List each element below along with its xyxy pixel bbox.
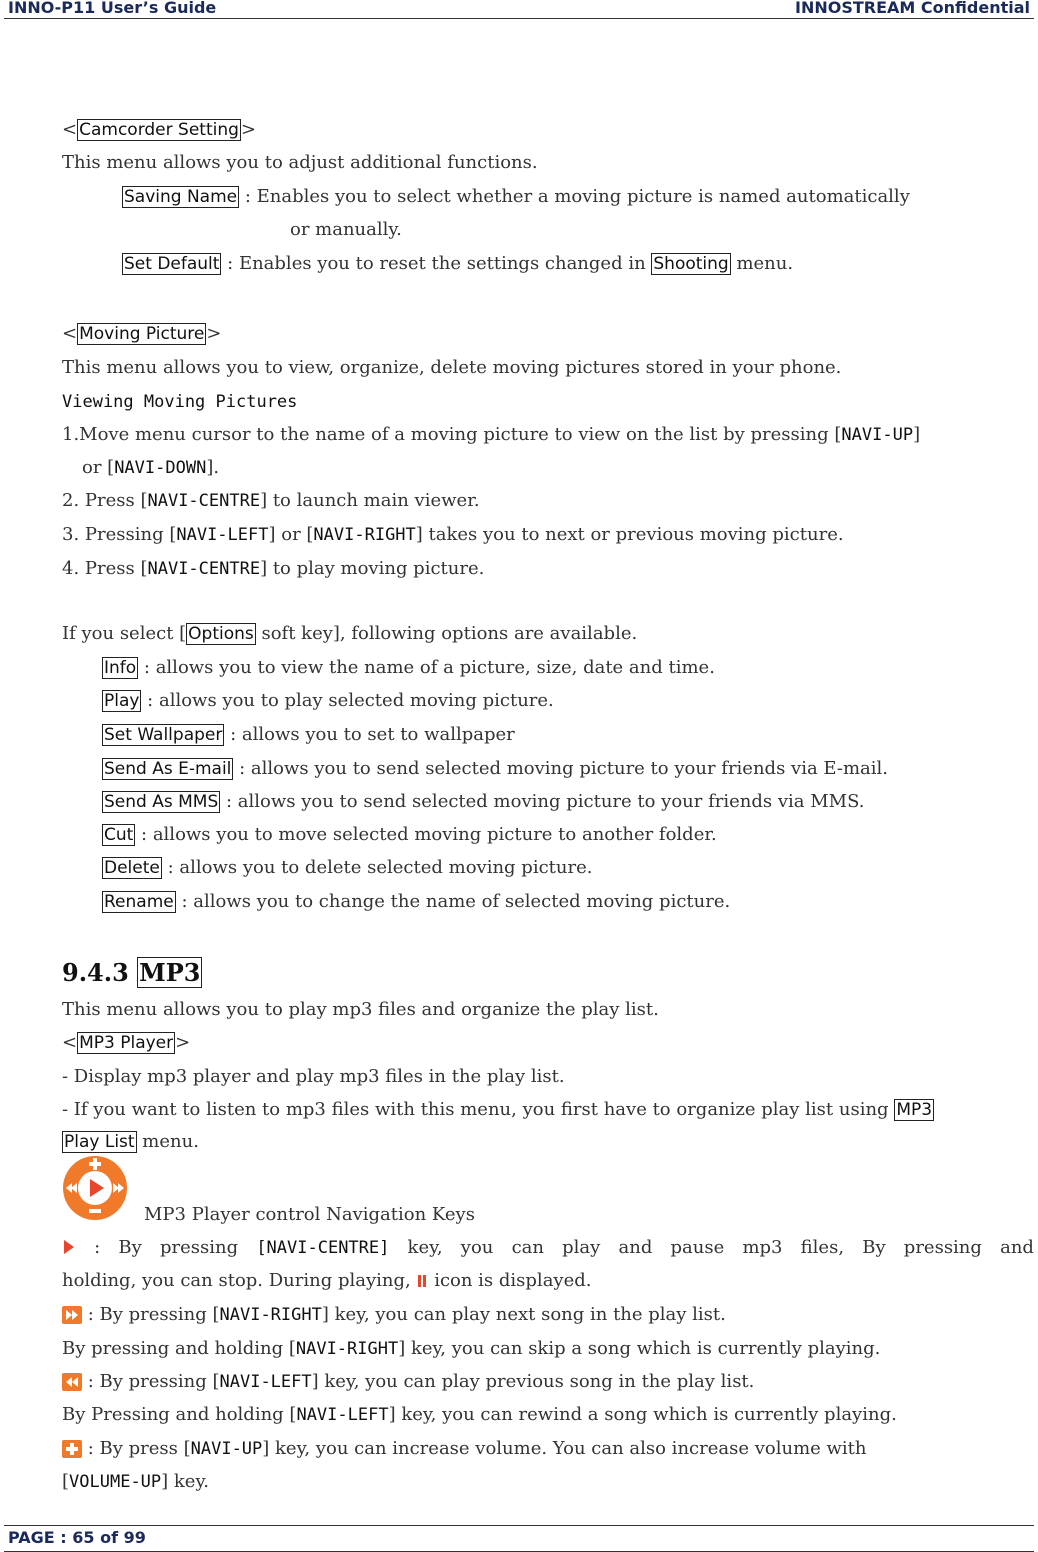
step-2: 2. Press [NAVI-CENTRE] to launch main viewer.: [62, 490, 480, 511]
navigation-keys-icon: [62, 1155, 128, 1221]
option-send-mms: Send As MMS : allows you to send selected moving picture to your friends via MMS.: [104, 791, 865, 812]
mp3-desc-2-cont: Play List menu.: [64, 1131, 199, 1152]
play-icon: [62, 1237, 76, 1257]
step-3: 3. Pressing [NAVI-LEFT] or [NAVI-RIGHT] takes you to next or previous moving picture.: [62, 524, 844, 545]
key-right-line: : By pressing [NAVI-RIGHT] key, you can play next song in the play list.: [62, 1304, 726, 1326]
volume-up-icon: [62, 1440, 82, 1458]
camcorder-heading: < Camcorder Setting >: [62, 119, 256, 140]
page-footer: [4, 1525, 1034, 1552]
mp3-player-heading: < MP3 Player >: [62, 1032, 191, 1053]
mp3-intro: This menu allows you to play mp3 files and organize the play list.: [62, 999, 659, 1020]
key-left-hold-line: By Pressing and holding [NAVI-LEFT] key, you can rewind a song which is currently playing.: [62, 1404, 897, 1425]
mp3-desc-2: - If you want to listen to mp3 files with this menu, you first have to organize play list using MP3: [62, 1099, 933, 1120]
saving-name-term: Saving Name: [124, 187, 238, 207]
step-1-cont: or [NAVI-DOWN].: [82, 457, 220, 478]
saving-name-line: Saving Name : Enables you to select whether a moving picture is named automatically: [124, 186, 910, 207]
set-default-term: Set Default: [124, 254, 220, 274]
pause-icon: [416, 1272, 428, 1290]
header-doc-title: INNO-P11 User’s Guide: [8, 0, 217, 17]
key-right-hold-line: By pressing and holding [NAVI-RIGHT] key, you can skip a song which is currently playing.: [62, 1338, 881, 1359]
saving-name-line-2: or manually.: [290, 219, 402, 240]
key-up-line: : By press [NAVI-UP] key, you can increase volume. You can also increase volume with: [62, 1438, 867, 1460]
key-centre-line-2: holding, you can stop. During playing, icon is displayed.: [62, 1270, 592, 1291]
section-heading-mp3: 9.4.3 MP3: [62, 958, 201, 987]
rewind-icon: [62, 1373, 82, 1391]
camcorder-intro: This menu allows you to adjust additional functions.: [62, 152, 538, 173]
key-centre-line: : By pressing [NAVI-CENTRE] key, you can play and pause mp3 files, By pressing and: [62, 1237, 1034, 1259]
option-cut: Cut : allows you to move selected moving picture to another folder.: [104, 824, 717, 845]
key-left-line: : By pressing [NAVI-LEFT] key, you can play previous song in the play list.: [62, 1371, 754, 1393]
page-header: [4, 0, 1034, 19]
option-delete: Delete : allows you to delete selected moving picture.: [104, 857, 593, 878]
option-info: Info : allows you to view the name of a picture, size, date and time.: [104, 657, 715, 678]
option-set-wallpaper: Set Wallpaper : allows you to set to wallpaper: [104, 724, 515, 745]
mp3-desc-1: - Display mp3 player and play mp3 files in the play list.: [62, 1066, 565, 1087]
nav-keys-caption: MP3 Player control Navigation Keys: [144, 1204, 475, 1225]
page-number: PAGE : 65 of 99: [8, 1528, 146, 1547]
moving-heading: < Moving Picture >: [62, 323, 222, 344]
option-play: Play : allows you to play selected moving picture.: [104, 690, 554, 711]
viewing-heading: Viewing Moving Pictures: [62, 392, 298, 412]
key-up-line-2: [VOLUME-UP] key.: [62, 1471, 209, 1492]
fast-forward-icon: [62, 1306, 82, 1324]
set-default-line: Set Default : Enables you to reset the settings changed in Shooting menu.: [124, 253, 794, 274]
step-1: 1.Move menu cursor to the name of a moving picture to view on the list by pressing [NAVI-UP]: [62, 424, 921, 445]
options-intro: If you select [ Options soft key], following options are available.: [62, 623, 638, 644]
moving-intro: This menu allows you to view, organize, delete moving pictures stored in your phone.: [62, 357, 842, 378]
option-rename: Rename : allows you to change the name of selected moving picture.: [104, 891, 731, 912]
shooting-term: Shooting: [653, 254, 729, 274]
step-4: 4. Press [NAVI-CENTRE] to play moving picture.: [62, 558, 485, 579]
header-confidential: INNOSTREAM Confidential: [795, 0, 1030, 17]
option-send-email: Send As E-mail : allows you to send selected moving picture to your friends via E-mail.: [104, 758, 888, 779]
options-term: Options: [188, 624, 254, 644]
